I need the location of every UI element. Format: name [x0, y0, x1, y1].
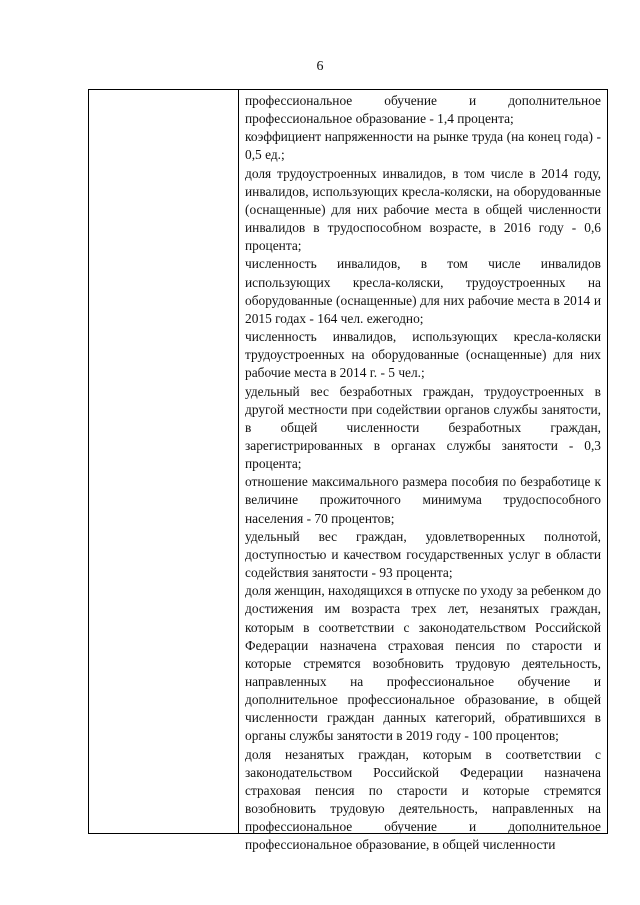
paragraph-labor-market-tension: коэффициент напряженности на рынке труда (на конец года) - 0,5 ед.; [245, 129, 601, 163]
paragraph-service-satisfaction: удельный вес граждан, удовлетворенных полнотой, доступностью и качеством государственных услуг в области содействия занятости - 93 процента; [245, 528, 601, 581]
paragraph-vocational-training-share: профессиональное обучение и дополнительное профессиональное образование - 1,4 процента; [245, 93, 601, 127]
paragraph-pensioners-training-share: доля незанятых граждан, которым в соответствии с законодательством Российской Федерации назначена страховая пенсия по старости и которые стремятся возобновить трудовую деятельность, направленных на профессиональное обучение и дополнительное профессиональное образование, в общей численности [245, 746, 601, 853]
table-right-cell [245, 92, 601, 855]
paragraph-employed-disabled-share: доля трудоустроенных инвалидов, в том числе в 2014 году, инвалидов, использующих кресла-коляски, на оборудованные (оснащенные) для них рабочие места в общей численности инвалидов в трудоспособном возрасте, в 2016 году - 0,6 процента; [245, 165, 601, 254]
paragraph-benefit-ratio: отношение максимального размера пособия по безработице к величине прожиточного минимума трудоспособного населения - 70 процентов; [245, 474, 601, 526]
paragraph-women-parental-leave-share: доля женщин, находящихся в отпуске по уходу за ребенком до достижения им возраста трех лет, незанятых граждан, которым в соответствии с законодательством Российской Федерации назначена страховая пенсия по старости и которые стремятся возобновить трудовую деятельность, направленных на профессиональное обучение и дополнительное профессиональное образование, в общей численности граждан данных категорий, обратившихся в органы службы занятости в 2019 году - 100 процентов; [245, 583, 601, 744]
paragraph-employed-disabled-count: численность инвалидов, в том числе инвалидов использующих кресла-коляски, трудоустроенных на оборудованные (оснащенные) для них рабочие места в 2014 и 2015 годах - 164 чел. ежегодно; [245, 256, 601, 326]
table-left-cell [89, 90, 239, 833]
document-table [88, 89, 608, 853]
paragraph-relocated-unemployed-share: удельный вес безработных граждан, трудоустроенных в другой местности при содействии органов службы занятости, в общей численности безработных граждан, зарегистрированных в органах службы занятости - 0,3 процента; [245, 383, 601, 472]
paragraph-wheelchair-users-employed: численность инвалидов, использующих кресла-коляски трудоустроенных на оборудованные (оснащенные) для них рабочие места в 2014 г. - 5 чел.; [245, 329, 601, 381]
page-number: 6 [316, 59, 324, 74]
